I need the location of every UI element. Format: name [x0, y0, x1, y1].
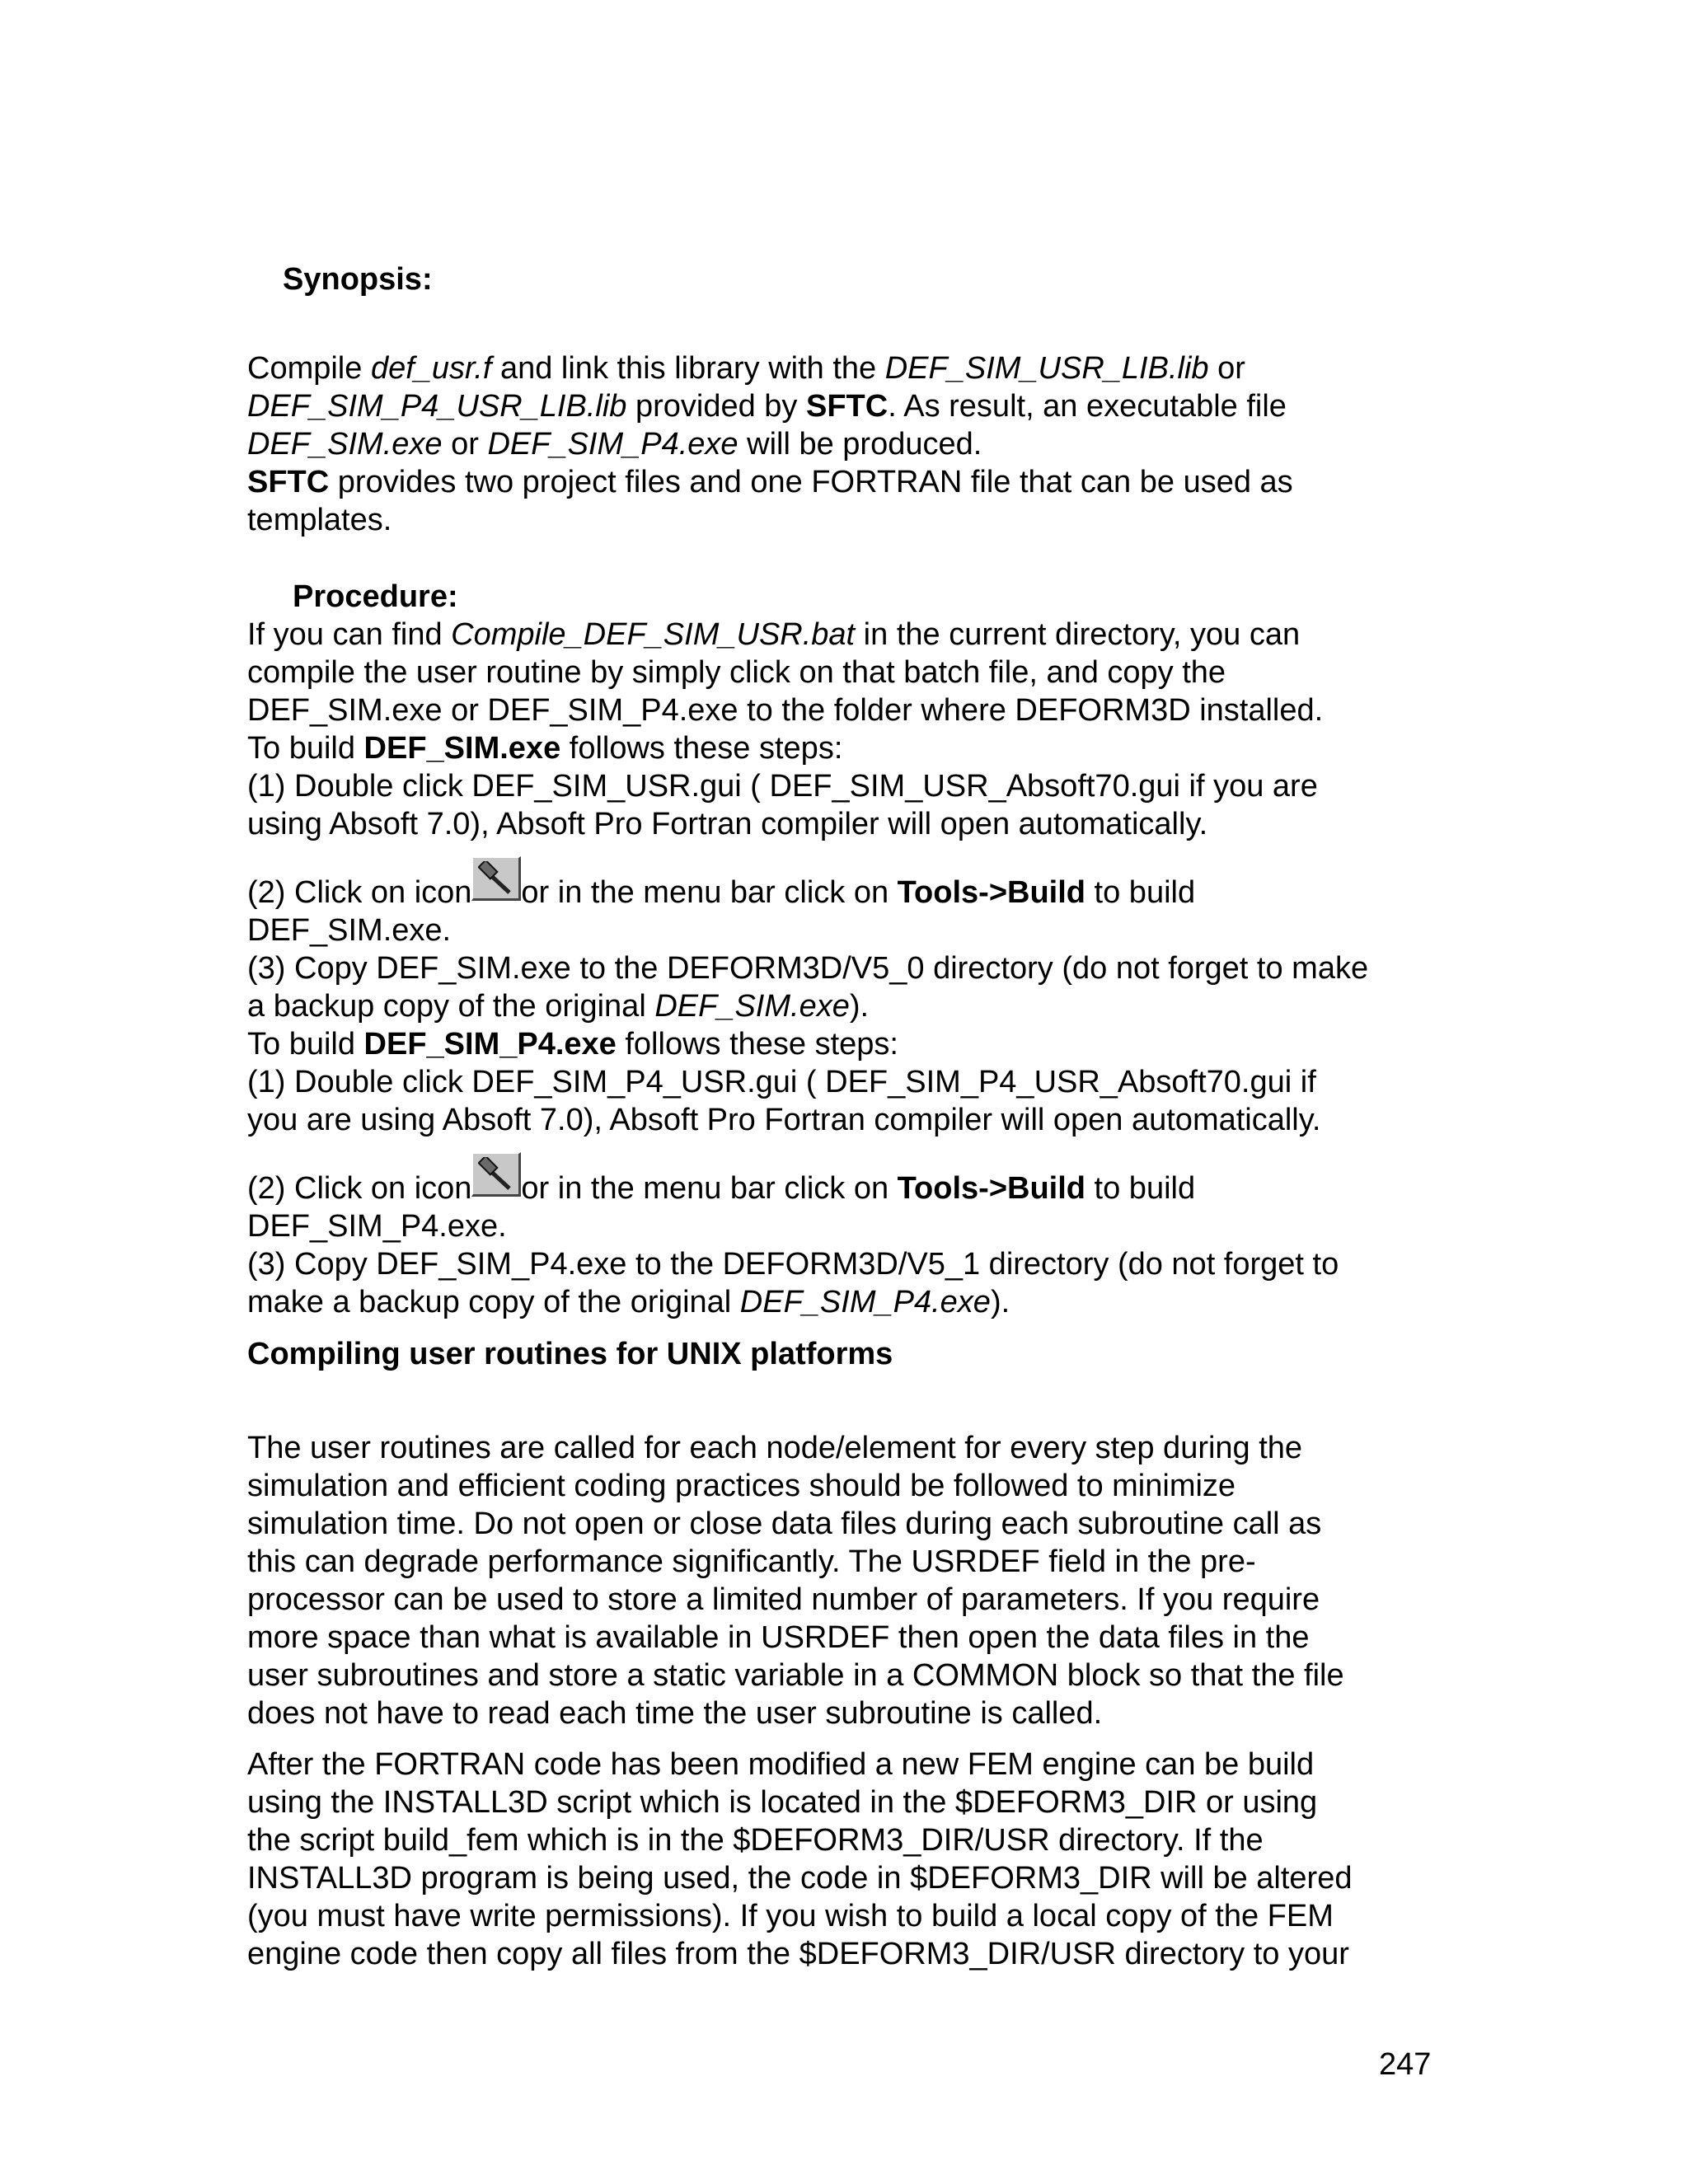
- unix-paragraph-1: [247, 1429, 1451, 1732]
- unix-p1-line: simulation and efficient coding practices should be followed to minimize: [247, 1469, 1236, 1503]
- synopsis-line-3: DEF_SIM.exe or DEF_SIM_P4.exe will be produced.: [247, 427, 982, 462]
- procedure-intro-line-1: If you can find Compile_DEF_SIM_USR.bat in the current directory, you can: [247, 617, 1301, 652]
- unix-p1-line: user subroutines and store a static variable in a COMMON block so that the file: [247, 1658, 1344, 1693]
- build-hammer-icon[interactable]: [471, 1152, 521, 1197]
- procedure-intro-line-3: DEF_SIM.exe or DEF_SIM_P4.exe to the folder where DEFORM3D installed.: [247, 693, 1324, 728]
- procedure-intro-line-2: compile the user routine by simply click on that batch file, and copy the: [247, 655, 1226, 690]
- build-hammer-icon[interactable]: [471, 856, 521, 901]
- build2-step3-line-2: make a backup copy of the original DEF_SIM_P4.exe).: [247, 1285, 1010, 1319]
- synopsis-line-2: DEF_SIM_P4_USR_LIB.lib provided by SFTC. As result, an executable file: [247, 389, 1287, 424]
- unix-p2-line: (you must have write permissions). If you wish to build a local copy of the FEM: [247, 1899, 1334, 1933]
- synopsis-line-4: SFTC provides two project files and one FORTRAN file that can be used as: [247, 465, 1293, 499]
- build2-step3-line-1: (3) Copy DEF_SIM_P4.exe to the DEFORM3D/V5_1 directory (do not forget to: [247, 1247, 1339, 1282]
- unix-p1-line: processor can be used to store a limited number of parameters. If you require: [247, 1582, 1320, 1617]
- unix-paragraph-2: [247, 1746, 1451, 1973]
- build1-step2-line-1: (2) Click on icon or in the menu bar click on Tools->Build to build: [247, 856, 1451, 912]
- build1-step2-line-2: DEF_SIM.exe.: [247, 913, 452, 948]
- synopsis-body: [247, 349, 1451, 539]
- synopsis-heading: Synopsis:: [283, 262, 433, 297]
- unix-p2-line: INSTALL3D program is being used, the code in $DEFORM3_DIR will be altered: [247, 1861, 1353, 1896]
- unix-p2-line: engine code then copy all files from the $DEFORM3_DIR/USR directory to your: [247, 1937, 1349, 1971]
- unix-p1-line: does not have to read each time the user subroutine is called.: [247, 1696, 1103, 1731]
- unix-p1-line: The user routines are called for each node/element for every step during the: [247, 1431, 1303, 1465]
- unix-p1-line: more space than what is available in USRDEF then open the data files in the: [247, 1620, 1310, 1655]
- build1-title: To build DEF_SIM.exe follows these steps:: [247, 731, 843, 766]
- build1-step3-line-2: a backup copy of the original DEF_SIM.exe).: [247, 989, 870, 1024]
- synopsis-line-5: templates.: [247, 503, 392, 537]
- build2-step2-line-1: (2) Click on icon or in the menu bar click on Tools->Build to build: [247, 1152, 1451, 1207]
- unix-section-heading: Compiling user routines for UNIX platforms: [247, 1337, 893, 1371]
- synopsis-line-1: Compile def_usr.f and link this library with the DEF_SIM_USR_LIB.lib or: [247, 351, 1245, 386]
- unix-p2-line: the script build_fem which is in the $DEFORM3_DIR/USR directory. If the: [247, 1823, 1264, 1858]
- build1-step1-line-1: (1) Double click DEF_SIM_USR.gui ( DEF_SIM_USR_Absoft70.gui if you are: [247, 769, 1318, 804]
- unix-p2-line: using the INSTALL3D script which is located in the $DEFORM3_DIR or using: [247, 1785, 1318, 1820]
- unix-p1-line: simulation time. Do not open or close data files during each subroutine call as: [247, 1507, 1322, 1541]
- build1-step3-line-1: (3) Copy DEF_SIM.exe to the DEFORM3D/V5_0 directory (do not forget to make: [247, 951, 1369, 986]
- page-number: 247: [1379, 2047, 1432, 2082]
- build2-title: To build DEF_SIM_P4.exe follows these steps:: [247, 1027, 898, 1062]
- build2-step1-line-1: (1) Double click DEF_SIM_P4_USR.gui ( DEF_SIM_P4_USR_Absoft70.gui if: [247, 1065, 1316, 1099]
- procedure-body: [247, 616, 1451, 1321]
- procedure-heading: Procedure:: [293, 579, 458, 614]
- build2-step2-line-2: DEF_SIM_P4.exe.: [247, 1209, 507, 1244]
- build2-step1-line-2: you are using Absoft 7.0), Absoft Pro Fortran compiler will open automatically.: [247, 1103, 1321, 1137]
- unix-p2-line: After the FORTRAN code has been modified a new FEM engine can be build: [247, 1747, 1315, 1782]
- unix-p1-line: this can degrade performance significantly. The USRDEF field in the pre-: [247, 1544, 1256, 1579]
- build1-step1-line-2: using Absoft 7.0), Absoft Pro Fortran compiler will open automatically.: [247, 807, 1208, 841]
